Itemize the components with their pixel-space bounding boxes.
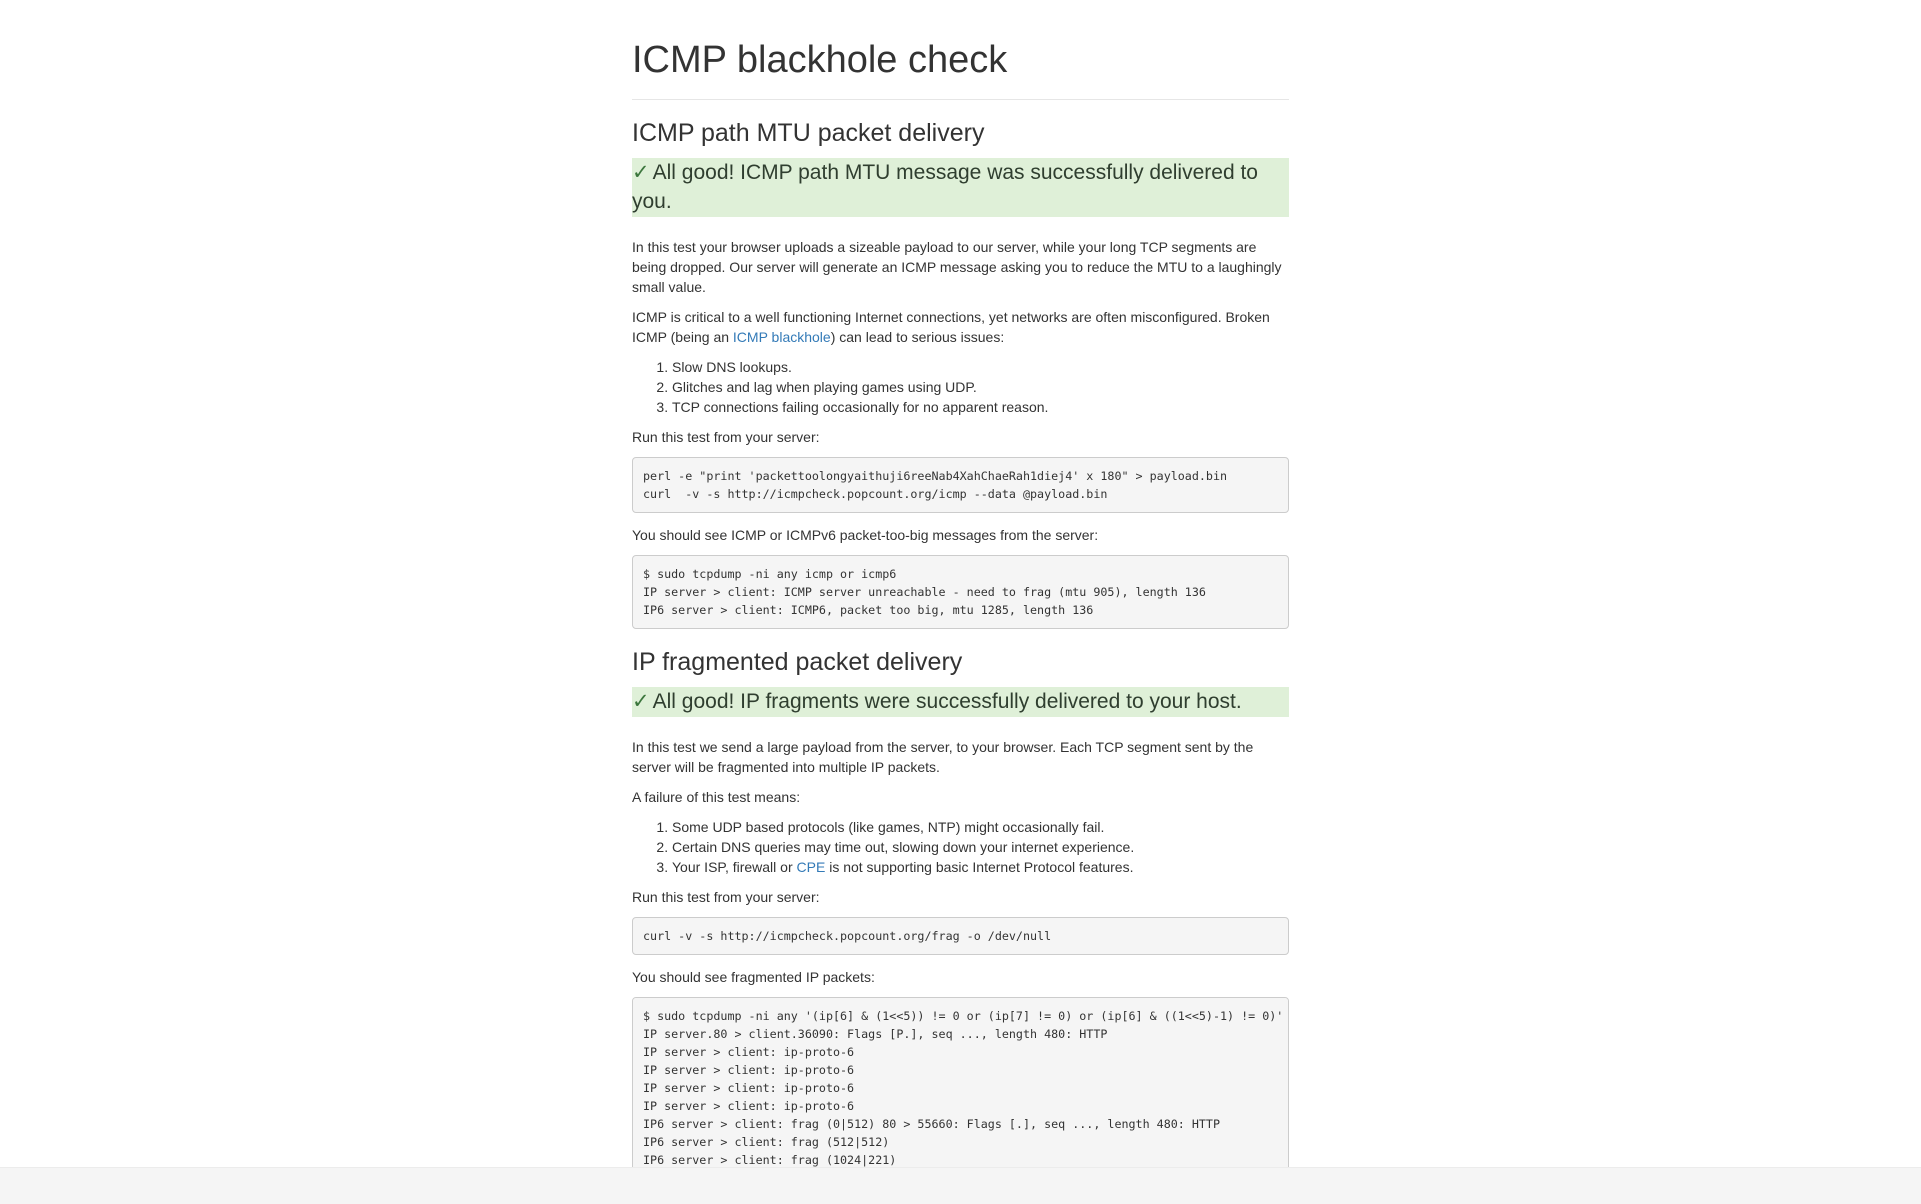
section-heading: IP fragmented packet delivery bbox=[632, 648, 963, 676]
success-banner bbox=[632, 158, 1289, 217]
run-label: Run this test from your server: bbox=[632, 429, 820, 445]
importance-paragraph bbox=[632, 307, 1289, 347]
run-label: Run this test from your server: bbox=[632, 889, 820, 905]
list-item: 1. Some UDP based protocols (like games, NTP) might occasionally fail. bbox=[672, 817, 1289, 837]
section-icmp-path-mtu bbox=[632, 118, 1289, 629]
intro-paragraph: In this test your browser uploads a sizeable payload to our server, while your long TCP segments are being dropped. Our server will generate an ICMP message asking you to reduce the MTU to a laughingly small value. bbox=[632, 239, 1282, 295]
section-heading: ICMP path MTU packet delivery bbox=[632, 119, 985, 147]
result-text: All good! ICMP path MTU message was successfully delivered to you. bbox=[632, 161, 1258, 213]
checkmark-icon: ✓ bbox=[632, 690, 650, 713]
page-title: ICMP blackhole check bbox=[632, 39, 1008, 81]
section-ip-fragmented bbox=[632, 647, 1289, 1191]
cpe-link[interactable]: CPE bbox=[796, 859, 826, 875]
failure-label: A failure of this test means: bbox=[632, 789, 801, 805]
intro-paragraph: In this test we send a large payload from the server, to your browser. Each TCP segment sent by the server will be fragmented into multiple IP packets. bbox=[632, 739, 1254, 775]
expected-output-code[interactable]: $ sudo tcpdump -ni any icmp or icmp6 IP server > client: ICMP server unreachable - need to frag (mtu 905), length 136 IP6 server > client: ICMP6, packet too big, mtu 1285, length 136 bbox=[632, 555, 1289, 629]
expect-label: You should see fragmented IP packets: bbox=[632, 969, 875, 985]
footer bbox=[0, 1167, 1921, 1204]
paragraph-text: ICMP is critical to a well functioning Internet connections, yet networks are often misconfigured. Broken ICMP (being an bbox=[632, 309, 1270, 345]
list-item-text: Your ISP, firewall or bbox=[672, 859, 797, 875]
run-command-code[interactable]: curl -v -s http://icmpcheck.popcount.org/frag -o /dev/null bbox=[632, 917, 1289, 955]
paragraph-text: ) can lead to serious issues: bbox=[830, 329, 1005, 345]
list-item bbox=[672, 857, 1289, 877]
title-divider bbox=[632, 99, 1289, 100]
success-banner bbox=[632, 687, 1289, 717]
icmp-blackhole-link[interactable]: ICMP blackhole bbox=[732, 329, 831, 345]
checkmark-icon: ✓ bbox=[632, 161, 650, 184]
expect-label: You should see ICMP or ICMPv6 packet-too-big messages from the server: bbox=[632, 527, 1099, 543]
list-item-text: is not supporting basic Internet Protocol features. bbox=[825, 859, 1134, 875]
result-text: All good! IP fragments were successfully delivered to your host. bbox=[652, 690, 1242, 713]
list-item: 1. Slow DNS lookups. bbox=[672, 357, 1289, 377]
list-item: 2. Glitches and lag when playing games using UDP. bbox=[672, 377, 1289, 397]
main-content bbox=[632, 0, 1289, 1203]
expected-output-code[interactable]: $ sudo tcpdump -ni any '(ip[6] & (1<<5)) != 0 or (ip[7] != 0) or (ip[6] & ((1<<5)-1) != 0)' IP server.80 > client.36090: Flags [P.], seq ..., length 480: HTTP IP server > client: ip-proto-6 IP server > client: ip-proto-6 IP server > client: ip-proto-6 IP server > client: ip-proto-6 IP6 server > client: frag (0|512) 80 > 55660: Flags [.], seq ..., length 480: HTTP IP6 server > client: frag (512|512) IP6 server > client: frag (1024|221) bbox=[633, 998, 1288, 1175]
list-item: 3. TCP connections failing occasionally for no apparent reason. bbox=[672, 397, 1289, 417]
failure-list bbox=[632, 817, 1289, 877]
expected-output-scroll-box bbox=[632, 997, 1289, 1191]
run-command-code[interactable]: perl -e "print 'packettoolongyaithuji6reeNab4XahChaeRah1diej4' x 180" > payload.bin curl -v -s http://icmpcheck.popcount.org/icmp --data @payload.bin bbox=[632, 457, 1289, 513]
issues-list bbox=[632, 357, 1289, 417]
list-item: 2. Certain DNS queries may time out, slowing down your internet experience. bbox=[672, 837, 1289, 857]
